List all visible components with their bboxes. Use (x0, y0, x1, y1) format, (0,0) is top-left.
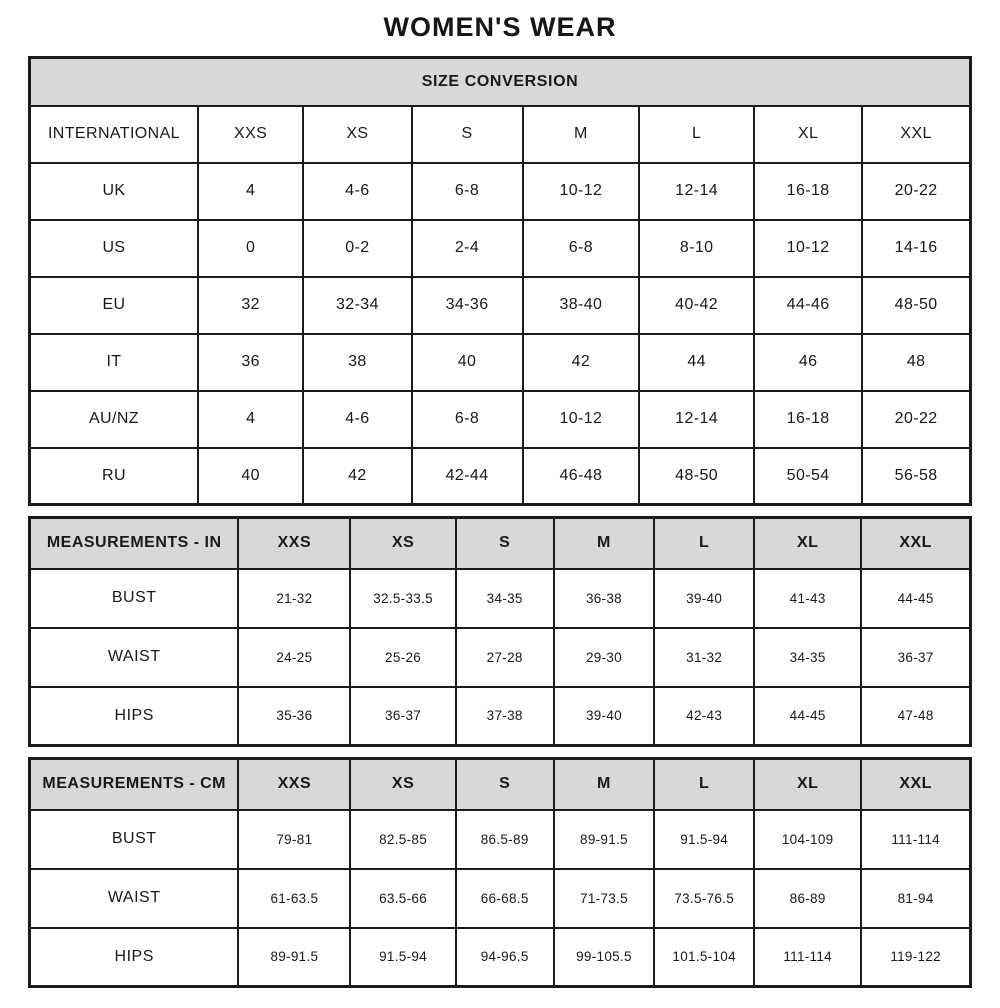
measurement-cell: 24-25 (238, 628, 350, 687)
measurement-cell: 104-109 (754, 810, 861, 869)
measurement-cell: 37-38 (456, 687, 554, 746)
size-cell: 38 (303, 334, 411, 391)
measurement-cell: 44-45 (754, 687, 861, 746)
column-header: S (456, 518, 554, 569)
column-header: M (554, 518, 655, 569)
size-cell: 12-14 (639, 163, 754, 220)
size-conversion-header: SIZE CONVERSION (30, 58, 971, 106)
size-cell: XS (303, 106, 411, 163)
row-label: AU/NZ (30, 391, 198, 448)
measurements-in-table (28, 516, 972, 747)
measurement-cell: 89-91.5 (554, 810, 655, 869)
size-cell: 42 (303, 448, 411, 505)
column-header: M (554, 759, 655, 810)
table-row (30, 163, 971, 220)
size-cell: 14-16 (862, 220, 970, 277)
measurement-cell: 32.5-33.5 (350, 569, 455, 628)
size-cell: 6-8 (412, 391, 523, 448)
row-label: US (30, 220, 198, 277)
row-label: IT (30, 334, 198, 391)
row-label: HIPS (30, 928, 239, 987)
size-cell: 4 (198, 391, 303, 448)
row-label: BUST (30, 810, 239, 869)
size-cell: 48-50 (639, 448, 754, 505)
size-cell: 40-42 (639, 277, 754, 334)
measurement-cell: 86-89 (754, 869, 861, 928)
size-cell: 40 (412, 334, 523, 391)
size-cell: 40 (198, 448, 303, 505)
table-row (30, 334, 971, 391)
column-header: XS (350, 759, 455, 810)
measurement-cell: 111-114 (861, 810, 970, 869)
measurement-cell: 119-122 (861, 928, 970, 987)
measurement-cell: 36-38 (554, 569, 655, 628)
measurement-cell: 89-91.5 (238, 928, 350, 987)
measurements-cm-table (28, 757, 972, 988)
size-cell: 46 (754, 334, 862, 391)
measurement-cell: 31-32 (654, 628, 754, 687)
measurement-cell: 71-73.5 (554, 869, 655, 928)
row-label: RU (30, 448, 198, 505)
size-cell: 10-12 (523, 391, 640, 448)
row-label: UK (30, 163, 198, 220)
size-cell: XXL (862, 106, 970, 163)
measurements-in-header-row (30, 518, 971, 569)
size-cell: 8-10 (639, 220, 754, 277)
table-row (30, 810, 971, 869)
column-header: L (654, 759, 754, 810)
measurement-cell: 21-32 (238, 569, 350, 628)
size-cell: M (523, 106, 640, 163)
table-row (30, 869, 971, 928)
measurement-cell: 25-26 (350, 628, 455, 687)
size-cell: 10-12 (754, 220, 862, 277)
size-cell: 36 (198, 334, 303, 391)
size-cell: 42 (523, 334, 640, 391)
measurements-cm-header: MEASUREMENTS - CM (30, 759, 239, 810)
measurement-cell: 27-28 (456, 628, 554, 687)
column-header: XL (754, 518, 861, 569)
table-row (30, 569, 971, 628)
size-cell: 42-44 (412, 448, 523, 505)
size-cell: 56-58 (862, 448, 970, 505)
size-cell: 50-54 (754, 448, 862, 505)
measurement-cell: 44-45 (861, 569, 970, 628)
measurement-cell: 42-43 (654, 687, 754, 746)
size-cell: 20-22 (862, 163, 970, 220)
size-cell: 44-46 (754, 277, 862, 334)
column-header: XXL (861, 759, 970, 810)
row-label: INTERNATIONAL (30, 106, 198, 163)
measurement-cell: 99-105.5 (554, 928, 655, 987)
column-header: XXL (861, 518, 970, 569)
size-cell: 44 (639, 334, 754, 391)
size-cell: 20-22 (862, 391, 970, 448)
size-cell: 12-14 (639, 391, 754, 448)
size-cell: 48 (862, 334, 970, 391)
measurement-cell: 73.5-76.5 (654, 869, 754, 928)
measurement-cell: 91.5-94 (654, 810, 754, 869)
size-cell: 6-8 (523, 220, 640, 277)
measurement-cell: 79-81 (238, 810, 350, 869)
size-cell: S (412, 106, 523, 163)
size-conversion-table (28, 56, 972, 506)
table-row (30, 928, 971, 987)
row-label: WAIST (30, 628, 239, 687)
size-conversion-header-row (30, 58, 971, 106)
column-header: S (456, 759, 554, 810)
size-cell: 38-40 (523, 277, 640, 334)
measurement-cell: 111-114 (754, 928, 861, 987)
column-header: L (654, 518, 754, 569)
table-row (30, 391, 971, 448)
measurement-cell: 91.5-94 (350, 928, 455, 987)
measurement-cell: 36-37 (350, 687, 455, 746)
table-row (30, 628, 971, 687)
measurements-in-header: MEASUREMENTS - IN (30, 518, 239, 569)
measurement-cell: 39-40 (654, 569, 754, 628)
measurement-cell: 81-94 (861, 869, 970, 928)
table-row (30, 448, 971, 505)
size-cell: 16-18 (754, 391, 862, 448)
size-cell: 4-6 (303, 391, 411, 448)
column-header: XXS (238, 759, 350, 810)
row-label: EU (30, 277, 198, 334)
measurement-cell: 63.5-66 (350, 869, 455, 928)
measurement-cell: 66-68.5 (456, 869, 554, 928)
size-cell: XXS (198, 106, 303, 163)
size-cell: 4-6 (303, 163, 411, 220)
row-label: WAIST (30, 869, 239, 928)
measurement-cell: 29-30 (554, 628, 655, 687)
measurement-cell: 39-40 (554, 687, 655, 746)
size-cell: 46-48 (523, 448, 640, 505)
column-header: XXS (238, 518, 350, 569)
measurement-cell: 41-43 (754, 569, 861, 628)
size-cell: 0 (198, 220, 303, 277)
table-row (30, 277, 971, 334)
measurement-cell: 36-37 (861, 628, 970, 687)
table-row (30, 106, 971, 163)
table-row (30, 687, 971, 746)
size-cell: 10-12 (523, 163, 640, 220)
table-row (30, 220, 971, 277)
column-header: XL (754, 759, 861, 810)
measurement-cell: 61-63.5 (238, 869, 350, 928)
size-cell: 4 (198, 163, 303, 220)
measurements-cm-header-row (30, 759, 971, 810)
size-cell: 32 (198, 277, 303, 334)
size-cell: 32-34 (303, 277, 411, 334)
page-title: WOMEN'S WEAR (383, 12, 617, 42)
measurement-cell: 82.5-85 (350, 810, 455, 869)
size-cell: 2-4 (412, 220, 523, 277)
size-cell: 0-2 (303, 220, 411, 277)
column-header: XS (350, 518, 455, 569)
measurement-cell: 86.5-89 (456, 810, 554, 869)
size-cell: 6-8 (412, 163, 523, 220)
measurement-cell: 101.5-104 (654, 928, 754, 987)
size-cell: 48-50 (862, 277, 970, 334)
size-cell: 34-36 (412, 277, 523, 334)
measurement-cell: 47-48 (861, 687, 970, 746)
measurement-cell: 35-36 (238, 687, 350, 746)
row-label: BUST (30, 569, 239, 628)
measurement-cell: 34-35 (456, 569, 554, 628)
row-label: HIPS (30, 687, 239, 746)
measurement-cell: 34-35 (754, 628, 861, 687)
size-cell: XL (754, 106, 862, 163)
measurement-cell: 94-96.5 (456, 928, 554, 987)
size-cell: L (639, 106, 754, 163)
size-cell: 16-18 (754, 163, 862, 220)
